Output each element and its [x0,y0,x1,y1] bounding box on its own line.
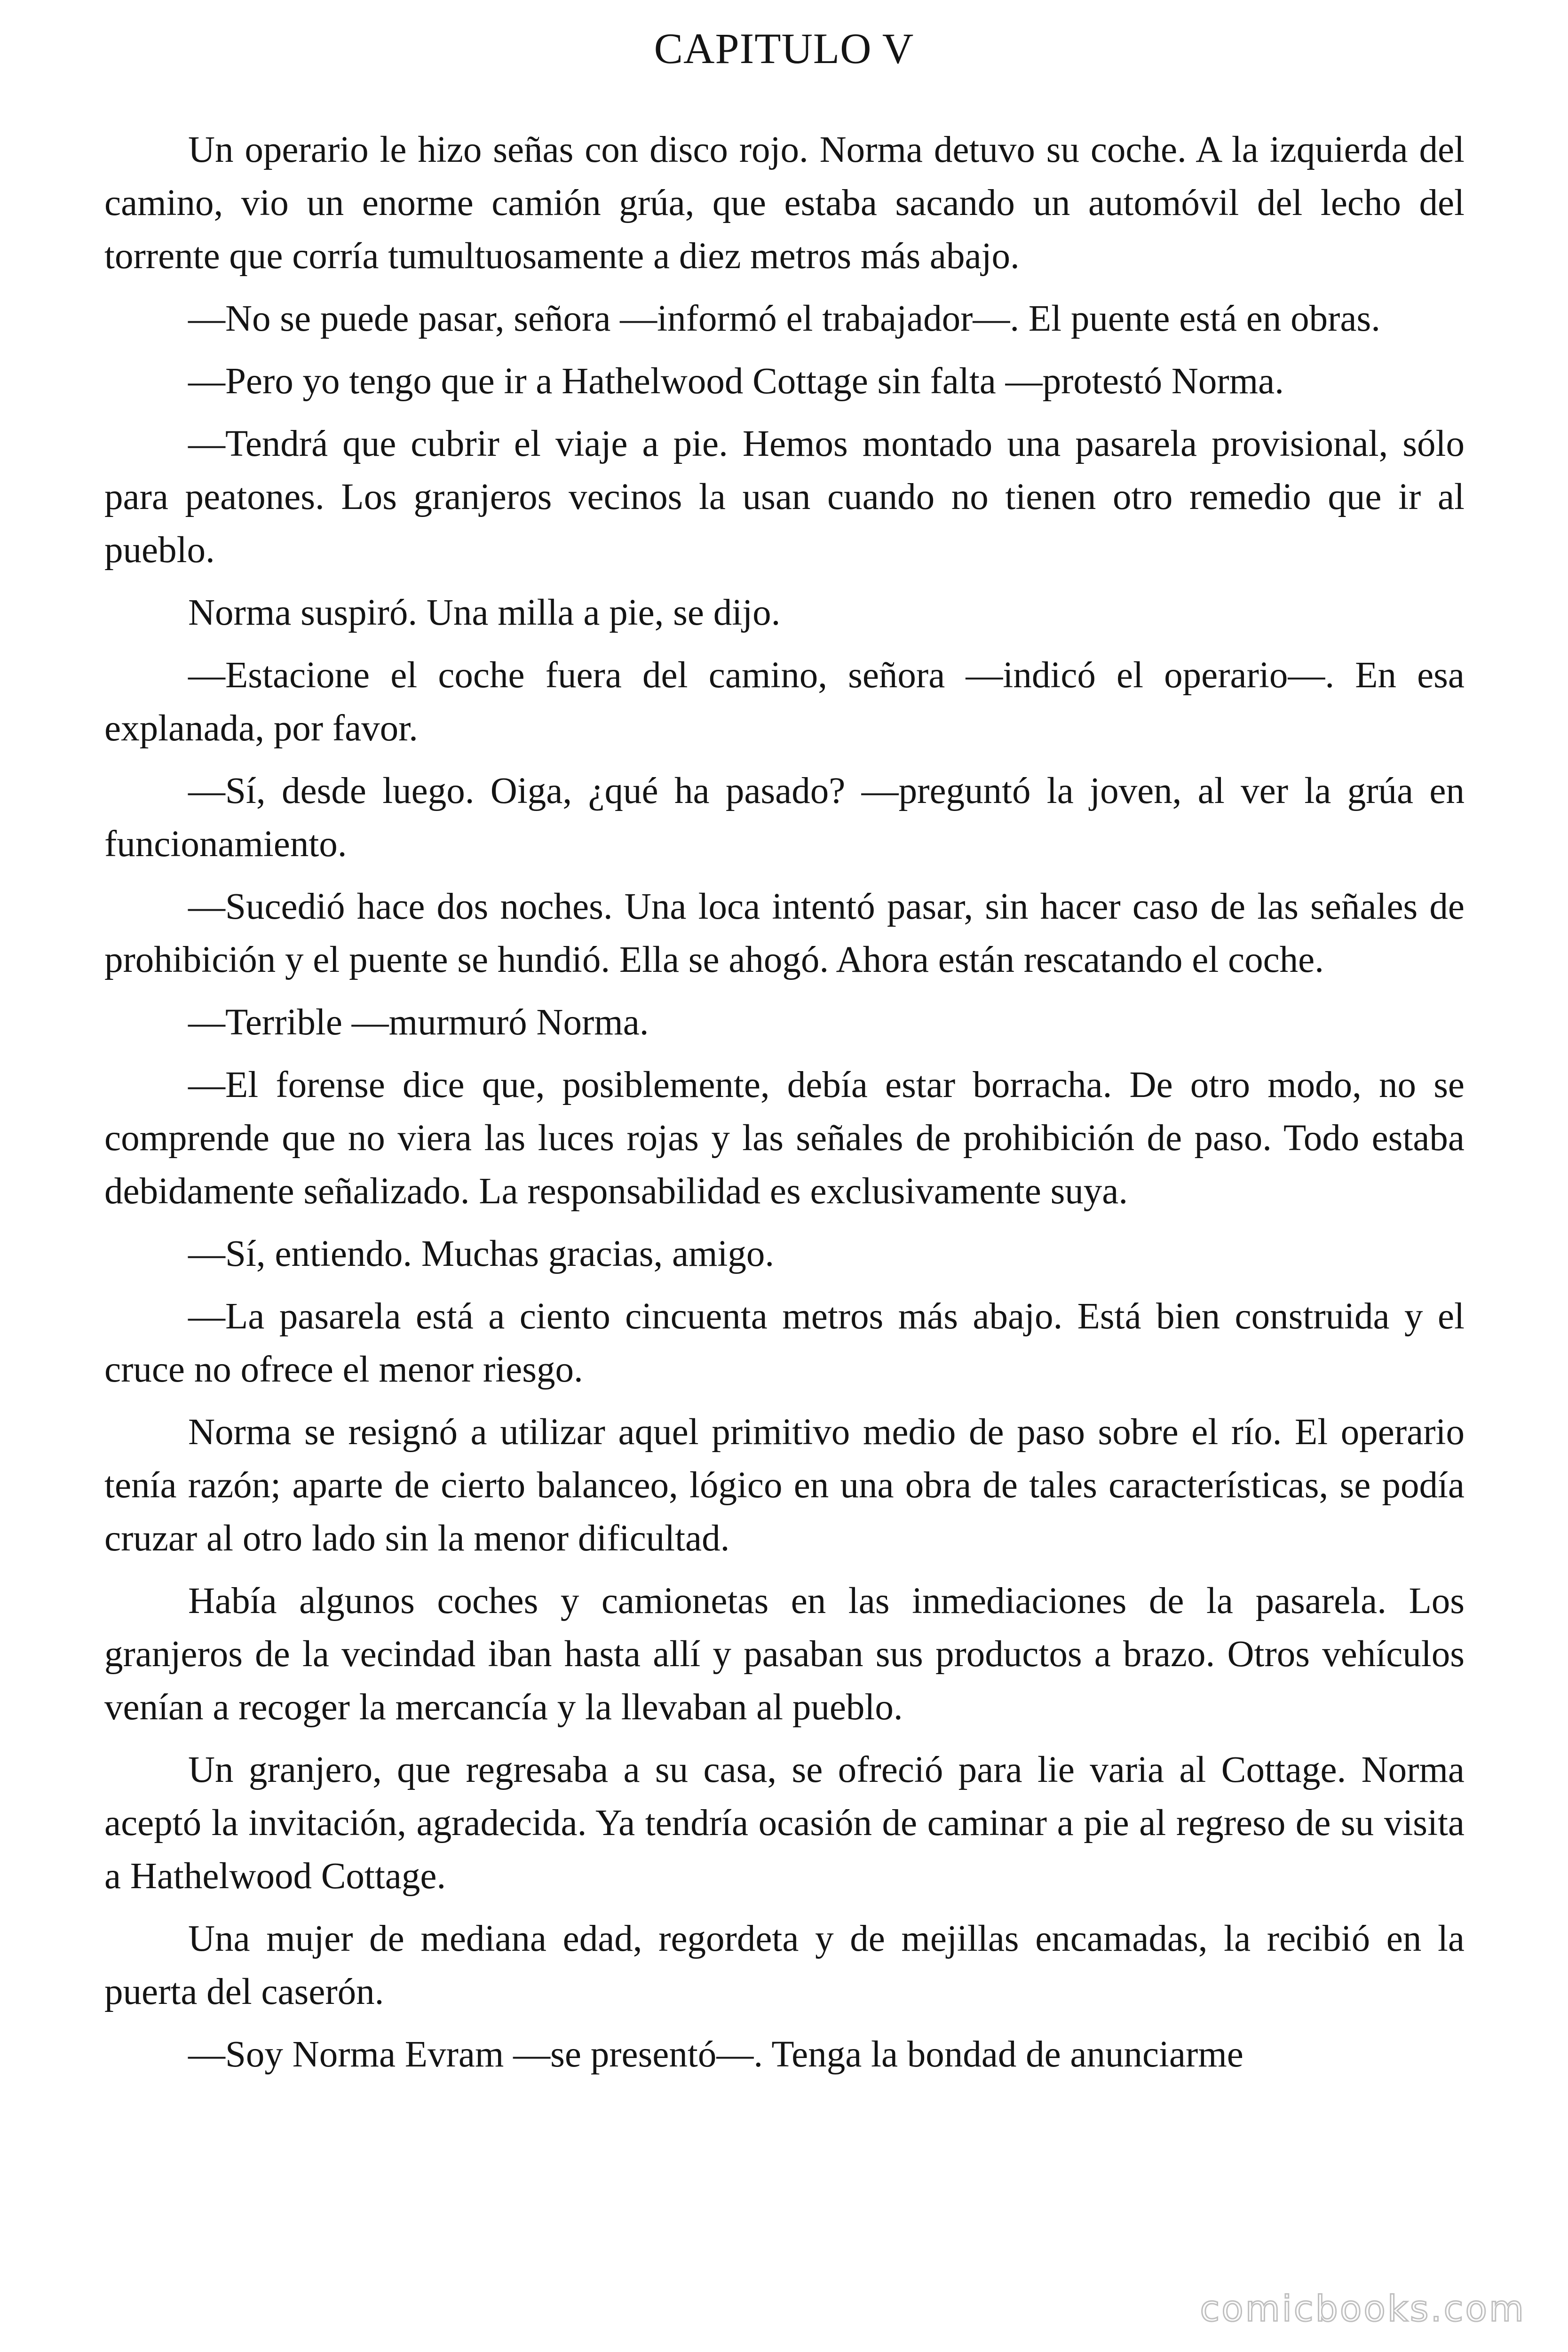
paragraph: Norma se resignó a utilizar aquel primitivo medio de paso sobre el río. El operario tenía razón; aparte de cierto balanceo, lógico en una obra de tales características, se podía cruzar al otro lado sin la menor dificultad. [104,1412,1465,1559]
paragraph: —El forense dice que, posiblemente, debía estar borracha. De otro modo, no se comprende que no viera las luces rojas y las señales de prohibición de paso. Todo estaba debidamente señalizado. La responsabilidad es exclusivamente suya. [104,1065,1465,1212]
paragraph: Un granjero, que regresaba a su casa, se ofreció para lie varia al Cottage. Norma aceptó la invitación, agradecida. Ya tendría ocasión de caminar a pie al regreso de su visita a Hathelwood Cottage. [104,1749,1465,1897]
paragraph: —No se puede pasar, señora —informó el trabajador—. El puente está en obras. [188,298,1380,339]
paragraph: —Sí, desde luego. Oiga, ¿qué ha pasado? —preguntó la joven, al ver la grúa en funcionamiento. [104,771,1465,865]
paragraph: —Sucedió hace dos noches. Una loca intentó pasar, sin hacer caso de las señales de prohibición y el puente se hundió. Ella se ahogó. Ahora están rescatando el coche. [104,886,1465,980]
paragraph: —Tendrá que cubrir el viaje a pie. Hemos montado una pasarela provisional, sólo para peatones. Los granjeros vecinos la usan cuando no tienen otro remedio que ir al pueblo. [104,423,1465,571]
watermark: comicbooks.com [1200,2288,1526,2329]
paragraph: Norma suspiró. Una milla a pie, se dijo. [188,592,781,633]
chapter-body [104,123,1465,2090]
paragraph: —Pero yo tengo que ir a Hathelwood Cottage sin falta —protestó Norma. [188,361,1284,402]
paragraph: Había algunos coches y camionetas en las inmediaciones de la pasarela. Los granjeros de la vecindad iban hasta allí y pasaban sus productos a brazo. Otros vehículos venían a recoger la mercancía y la llevaban al pueblo. [104,1581,1465,1728]
paragraph: —Terrible —murmuró Norma. [188,1002,649,1043]
paragraph: Una mujer de mediana edad, regordeta y de mejillas encamadas, la recibió en la puerta del caserón. [104,1918,1465,2012]
chapter-title: CAPITULO V [654,24,914,72]
paragraph: —Sí, entiendo. Muchas gracias, amigo. [188,1233,775,1274]
paragraph: —Soy Norma Evram —se presentó—. Tenga la bondad de anunciarme [188,2034,1243,2075]
paragraph: —La pasarela está a ciento cincuenta metros más abajo. Está bien construida y el cruce no ofrece el menor riesgo. [104,1296,1465,1390]
paragraph: Un operario le hizo señas con disco rojo. Norma detuvo su coche. A la izquierda del camino, vio un enorme camión grúa, que estaba sacando un automóvil del lecho del torrente que corría tumultuosamente a diez metros más abajo. [104,129,1465,277]
paragraph: —Estacione el coche fuera del camino, señora —indicó el operario—. En esa explanada, por favor. [104,655,1465,749]
